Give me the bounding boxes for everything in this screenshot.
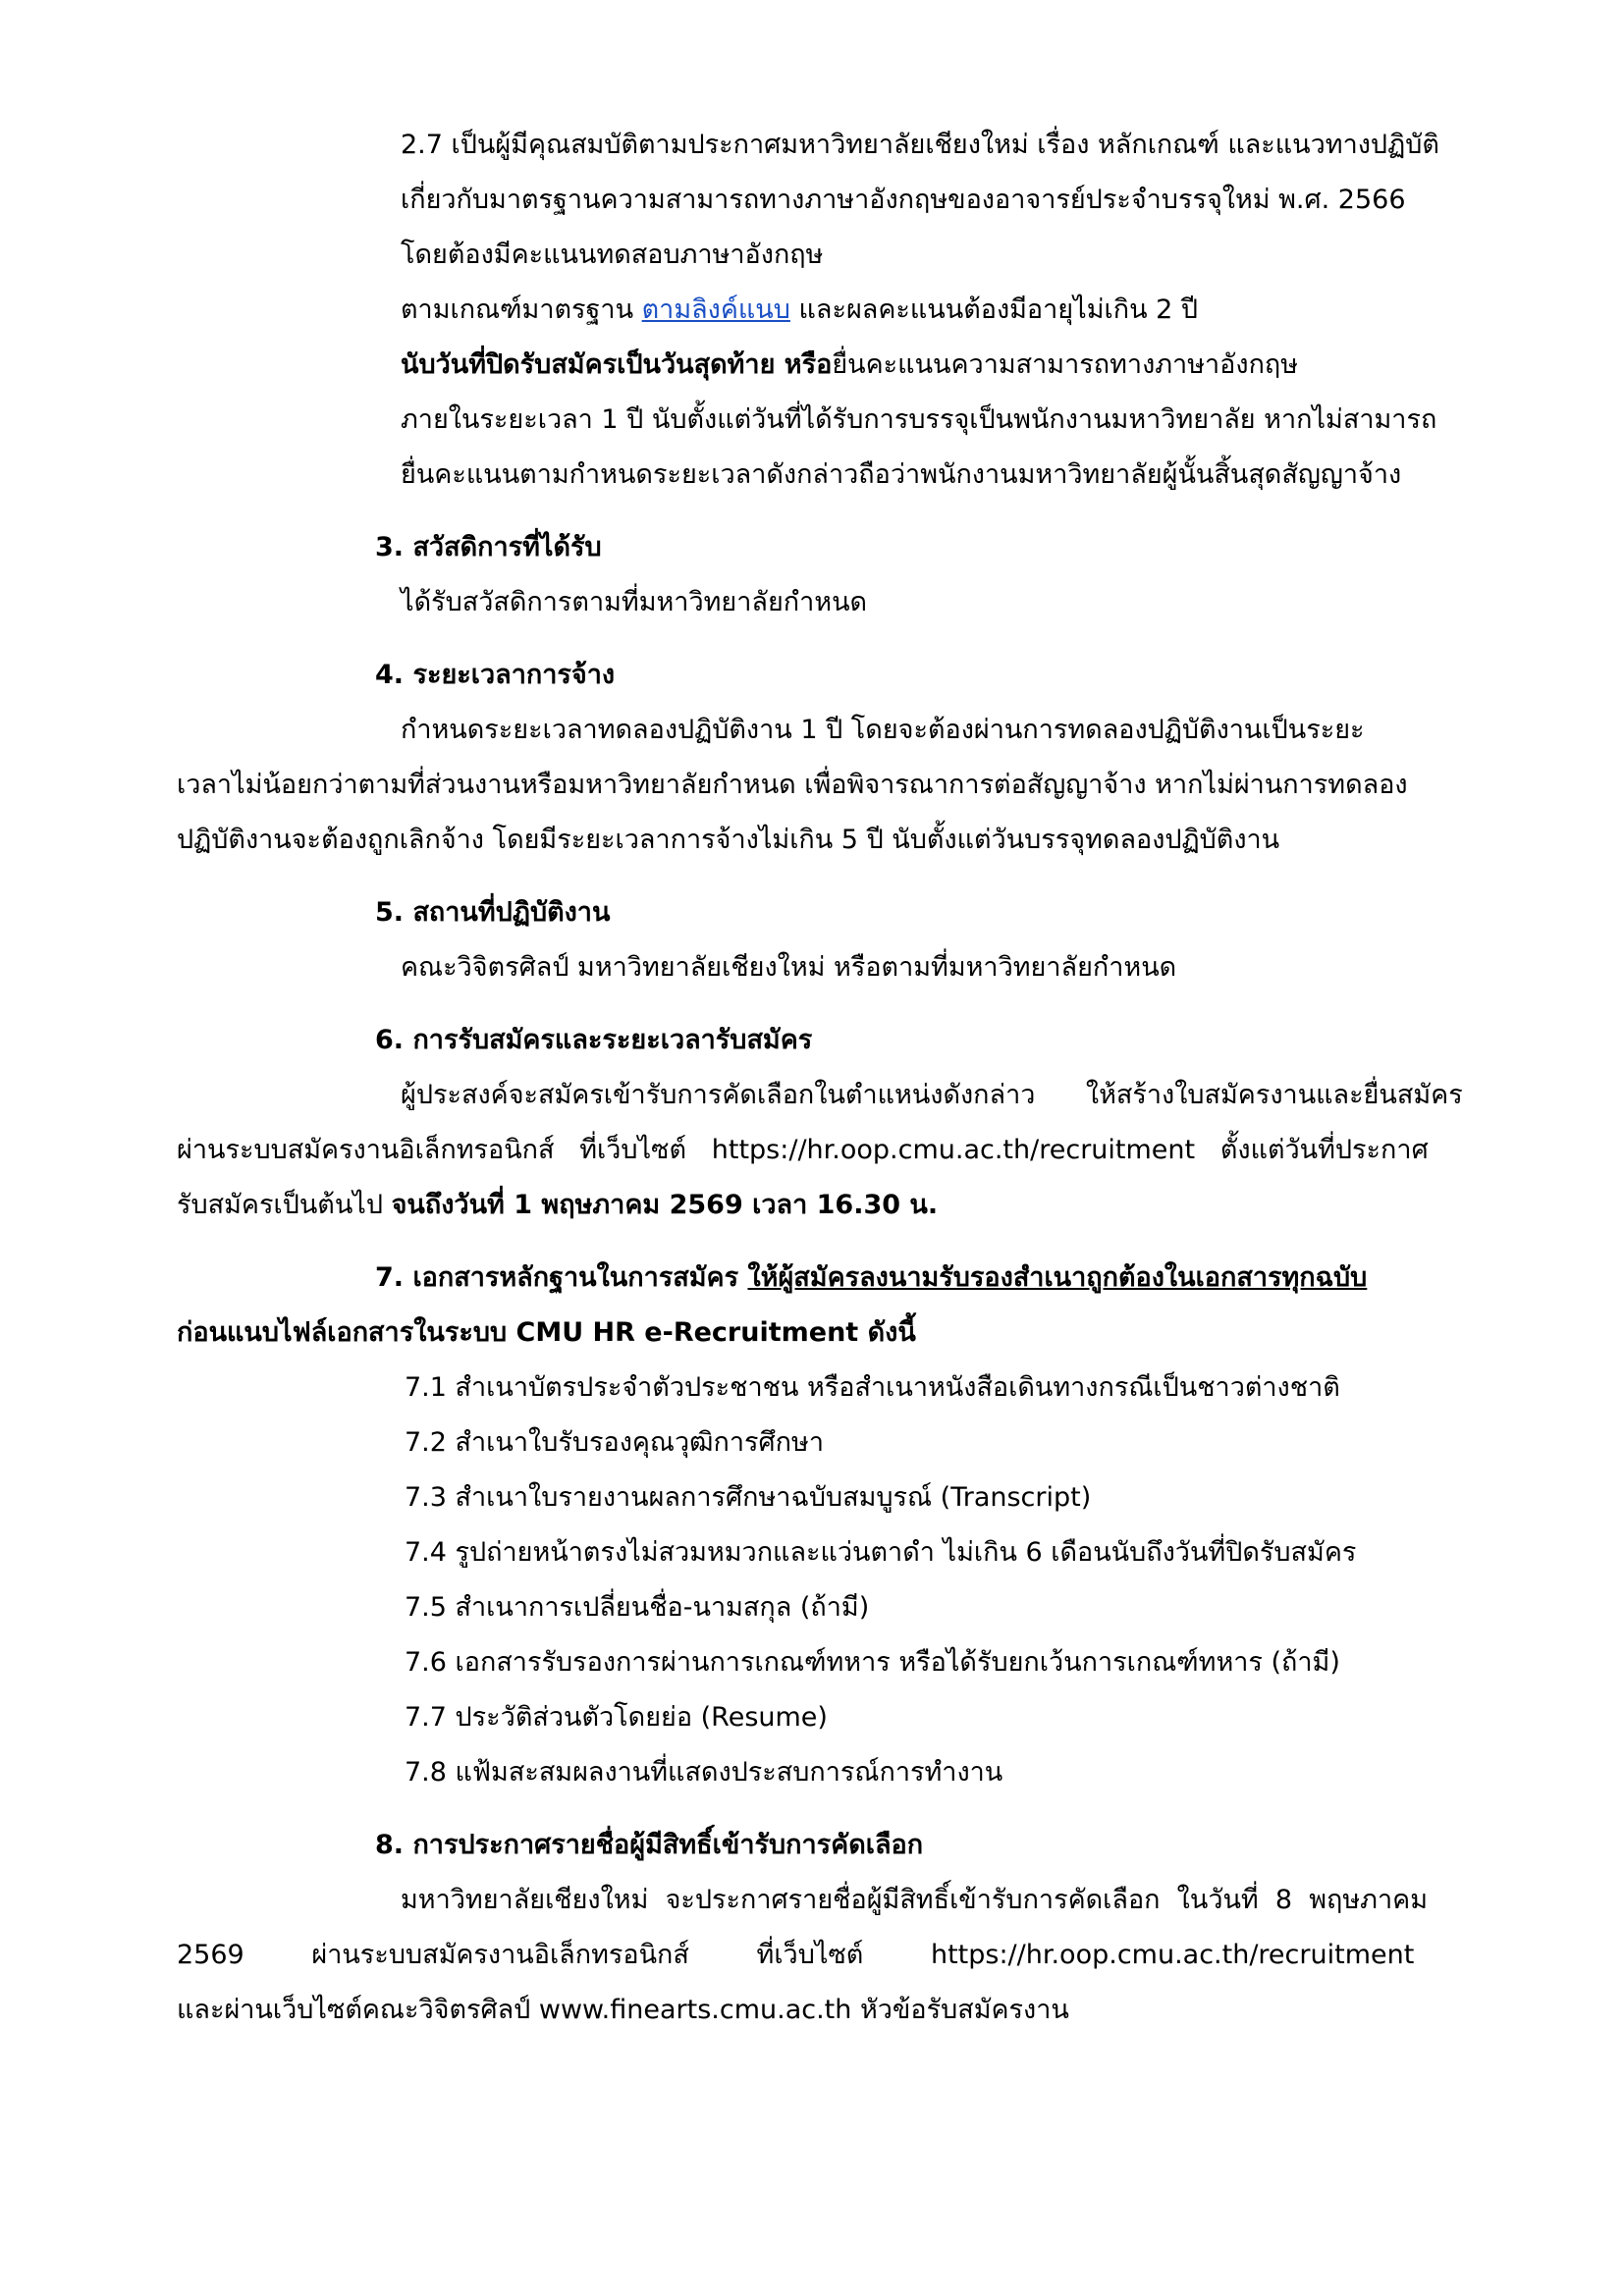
sec27-line2: เกี่ยวกับมาตรฐานความสามารถทางภาษาอังกฤษของอาจารย์ประจำบรรจุใหม่ พ.ศ. 2566	[401, 185, 1406, 215]
doc-item-7-5: 7.5 สำเนาการเปลี่ยนชื่อ-นามสกุล (ถ้ามี)	[405, 1592, 870, 1623]
section-4-line1: กำหนดระยะเวลาทดลองปฏิบัติงาน 1 ปี โดยจะต้องผ่านการทดลองปฏิบัติงานเป็นระยะ	[401, 715, 1365, 745]
sec27-line5	[401, 346, 1298, 385]
section-5-heading: 5. สถานที่ปฏิบัติงาน	[375, 897, 611, 928]
section-8-line3: และผ่านเว็บไซต์คณะวิจิตรศิลป์ www.finearts.cmu.ac.th หัวข้อรับสมัครงาน	[177, 1995, 1069, 2025]
deadline-text: จนถึงวันที่ 1 พฤษภาคม 2569 เวลา 16.30 น.	[391, 1190, 939, 1220]
sec27-line6: ภายในระยะเวลา 1 ปี นับตั้งแต่วันที่ได้รับการบรรจุเป็นพนักงานมหาวิทยาลัย หากไม่สามารถ	[401, 404, 1437, 435]
doc-item-7-2: 7.2 สำเนาใบรับรองคุณวุฒิการศึกษา	[405, 1427, 824, 1458]
section-8-heading: 8. การประกาศรายชื่อผู้มีสิทธิ์เข้ารับการคัดเลือก	[375, 1830, 924, 1860]
section-5-body: คณะวิจิตรศิลป์ มหาวิทยาลัยเชียงใหม่ หรือตามที่มหาวิทยาลัยกำหนด	[401, 952, 1177, 983]
section-6-line3-pre: รับสมัครเป็นต้นไป	[177, 1190, 392, 1220]
doc-item-7-4: 7.4 รูปถ่ายหน้าตรงไม่สวมหมวกและแว่นตาดำ ไม่เกิน 6 เดือนนับถึงวันที่ปิดรับสมัคร	[405, 1537, 1357, 1568]
section-4-line2: เวลาไม่น้อยกว่าตามที่ส่วนงานหรือมหาวิทยาลัยกำหนด เพื่อพิจารณาการต่อสัญญาจ้าง หากไม่ผ่านการทดลอง	[177, 770, 1408, 800]
section-8-line2: 2569 ผ่านระบบสมัครงานอิเล็กทรอนิกส์ ที่เว็บไซต์ https://hr.oop.cmu.ac.th/recruitment	[177, 1940, 1415, 1970]
sec27-line1: 2.7 เป็นผู้มีคุณสมบัติตามประกาศมหาวิทยาลัยเชียงใหม่ เรื่อง หลักเกณฑ์ และแนวทางปฏิบัติ	[401, 130, 1439, 160]
sec27-line7: ยื่นคะแนนตามกำหนดระยะเวลาดังกล่าวถือว่าพนักงานมหาวิทยาลัยผู้นั้นสิ้นสุดสัญญาจ้าง	[401, 459, 1402, 490]
sec27-line5-bold1: นับวันที่ปิดรับสมัครเป็นวันสุดท้าย	[401, 349, 776, 380]
doc-item-7-8: 7.8 แฟ้มสะสมผลงานที่แสดงประสบการณ์การทำงาน	[405, 1757, 1003, 1788]
doc-item-7-1: 7.1 สำเนาบัตรประจำตัวประชาชน หรือสำเนาหนังสือเดินทางกรณีเป็นชาวต่างชาติ	[405, 1372, 1340, 1403]
section-6-heading: 6. การรับสมัครและระยะเวลารับสมัคร	[375, 1025, 813, 1055]
section-7-heading-pre: 7. เอกสารหลักฐานในการสมัคร	[375, 1262, 748, 1293]
attached-link[interactable]: ตามลิงค์แนบ	[641, 294, 790, 325]
section-8-line1: มหาวิทยาลัยเชียงใหม่ จะประกาศรายชื่อผู้มีสิทธิ์เข้ารับการคัดเลือก ในวันที่ 8 พฤษภาคม	[401, 1885, 1428, 1915]
sec27-line4-pre: ตามเกณฑ์มาตรฐาน	[401, 294, 642, 325]
sec27-line3: โดยต้องมีคะแนนทดสอบภาษาอังกฤษ	[401, 240, 824, 270]
section-7-heading-line2: ก่อนแนบไฟล์เอกสารในระบบ CMU HR e-Recruitment ดังนี้	[177, 1317, 916, 1348]
section-7-heading-underlined: ให้ผู้สมัครลงนามรับรองสำเนาถูกต้องในเอกสารทุกฉบับ	[747, 1262, 1368, 1293]
doc-item-7-3: 7.3 สำเนาใบรายงานผลการศึกษาฉบับสมบูรณ์ (Transcript)	[405, 1482, 1092, 1513]
section-7-heading	[375, 1258, 1367, 1298]
section-4-line3: ปฏิบัติงานจะต้องถูกเลิกจ้าง โดยมีระยะเวลาการจ้างไม่เกิน 5 ปี นับตั้งแต่วันบรรจุทดลองปฏิบัติงาน	[177, 825, 1280, 855]
section-6-line2: ผ่านระบบสมัครงานอิเล็กทรอนิกส์ ที่เว็บไซต์ https://hr.oop.cmu.ac.th/recruitment ตั้งแต่วันที่ประกาศ	[177, 1135, 1429, 1165]
doc-item-7-7: 7.7 ประวัติส่วนตัวโดยย่อ (Resume)	[405, 1702, 828, 1733]
sec27-line5-bold2: หรือ	[775, 349, 833, 380]
sec27-line4	[401, 291, 1198, 330]
section-6-line3	[177, 1186, 938, 1225]
section-6-line1: ผู้ประสงค์จะสมัครเข้ารับการคัดเลือกในตำแหน่งดังกล่าว ให้สร้างใบสมัครงานและยื่นสมัคร	[401, 1080, 1463, 1110]
sec27-line4-post: และผลคะแนนต้องมีอายุไม่เกิน 2 ปี	[789, 294, 1199, 325]
doc-item-7-6: 7.6 เอกสารรับรองการผ่านการเกณฑ์ทหาร หรือได้รับยกเว้นการเกณฑ์ทหาร (ถ้ามี)	[405, 1647, 1340, 1678]
section-3-body: ได้รับสวัสดิการตามที่มหาวิทยาลัยกำหนด	[401, 587, 868, 617]
section-3-heading: 3. สวัสดิการที่ได้รับ	[375, 532, 602, 562]
sec27-line5-rest: ยื่นคะแนนความสามารถทางภาษาอังกฤษ	[832, 349, 1299, 380]
section-4-heading: 4. ระยะเวลาการจ้าง	[375, 660, 616, 690]
